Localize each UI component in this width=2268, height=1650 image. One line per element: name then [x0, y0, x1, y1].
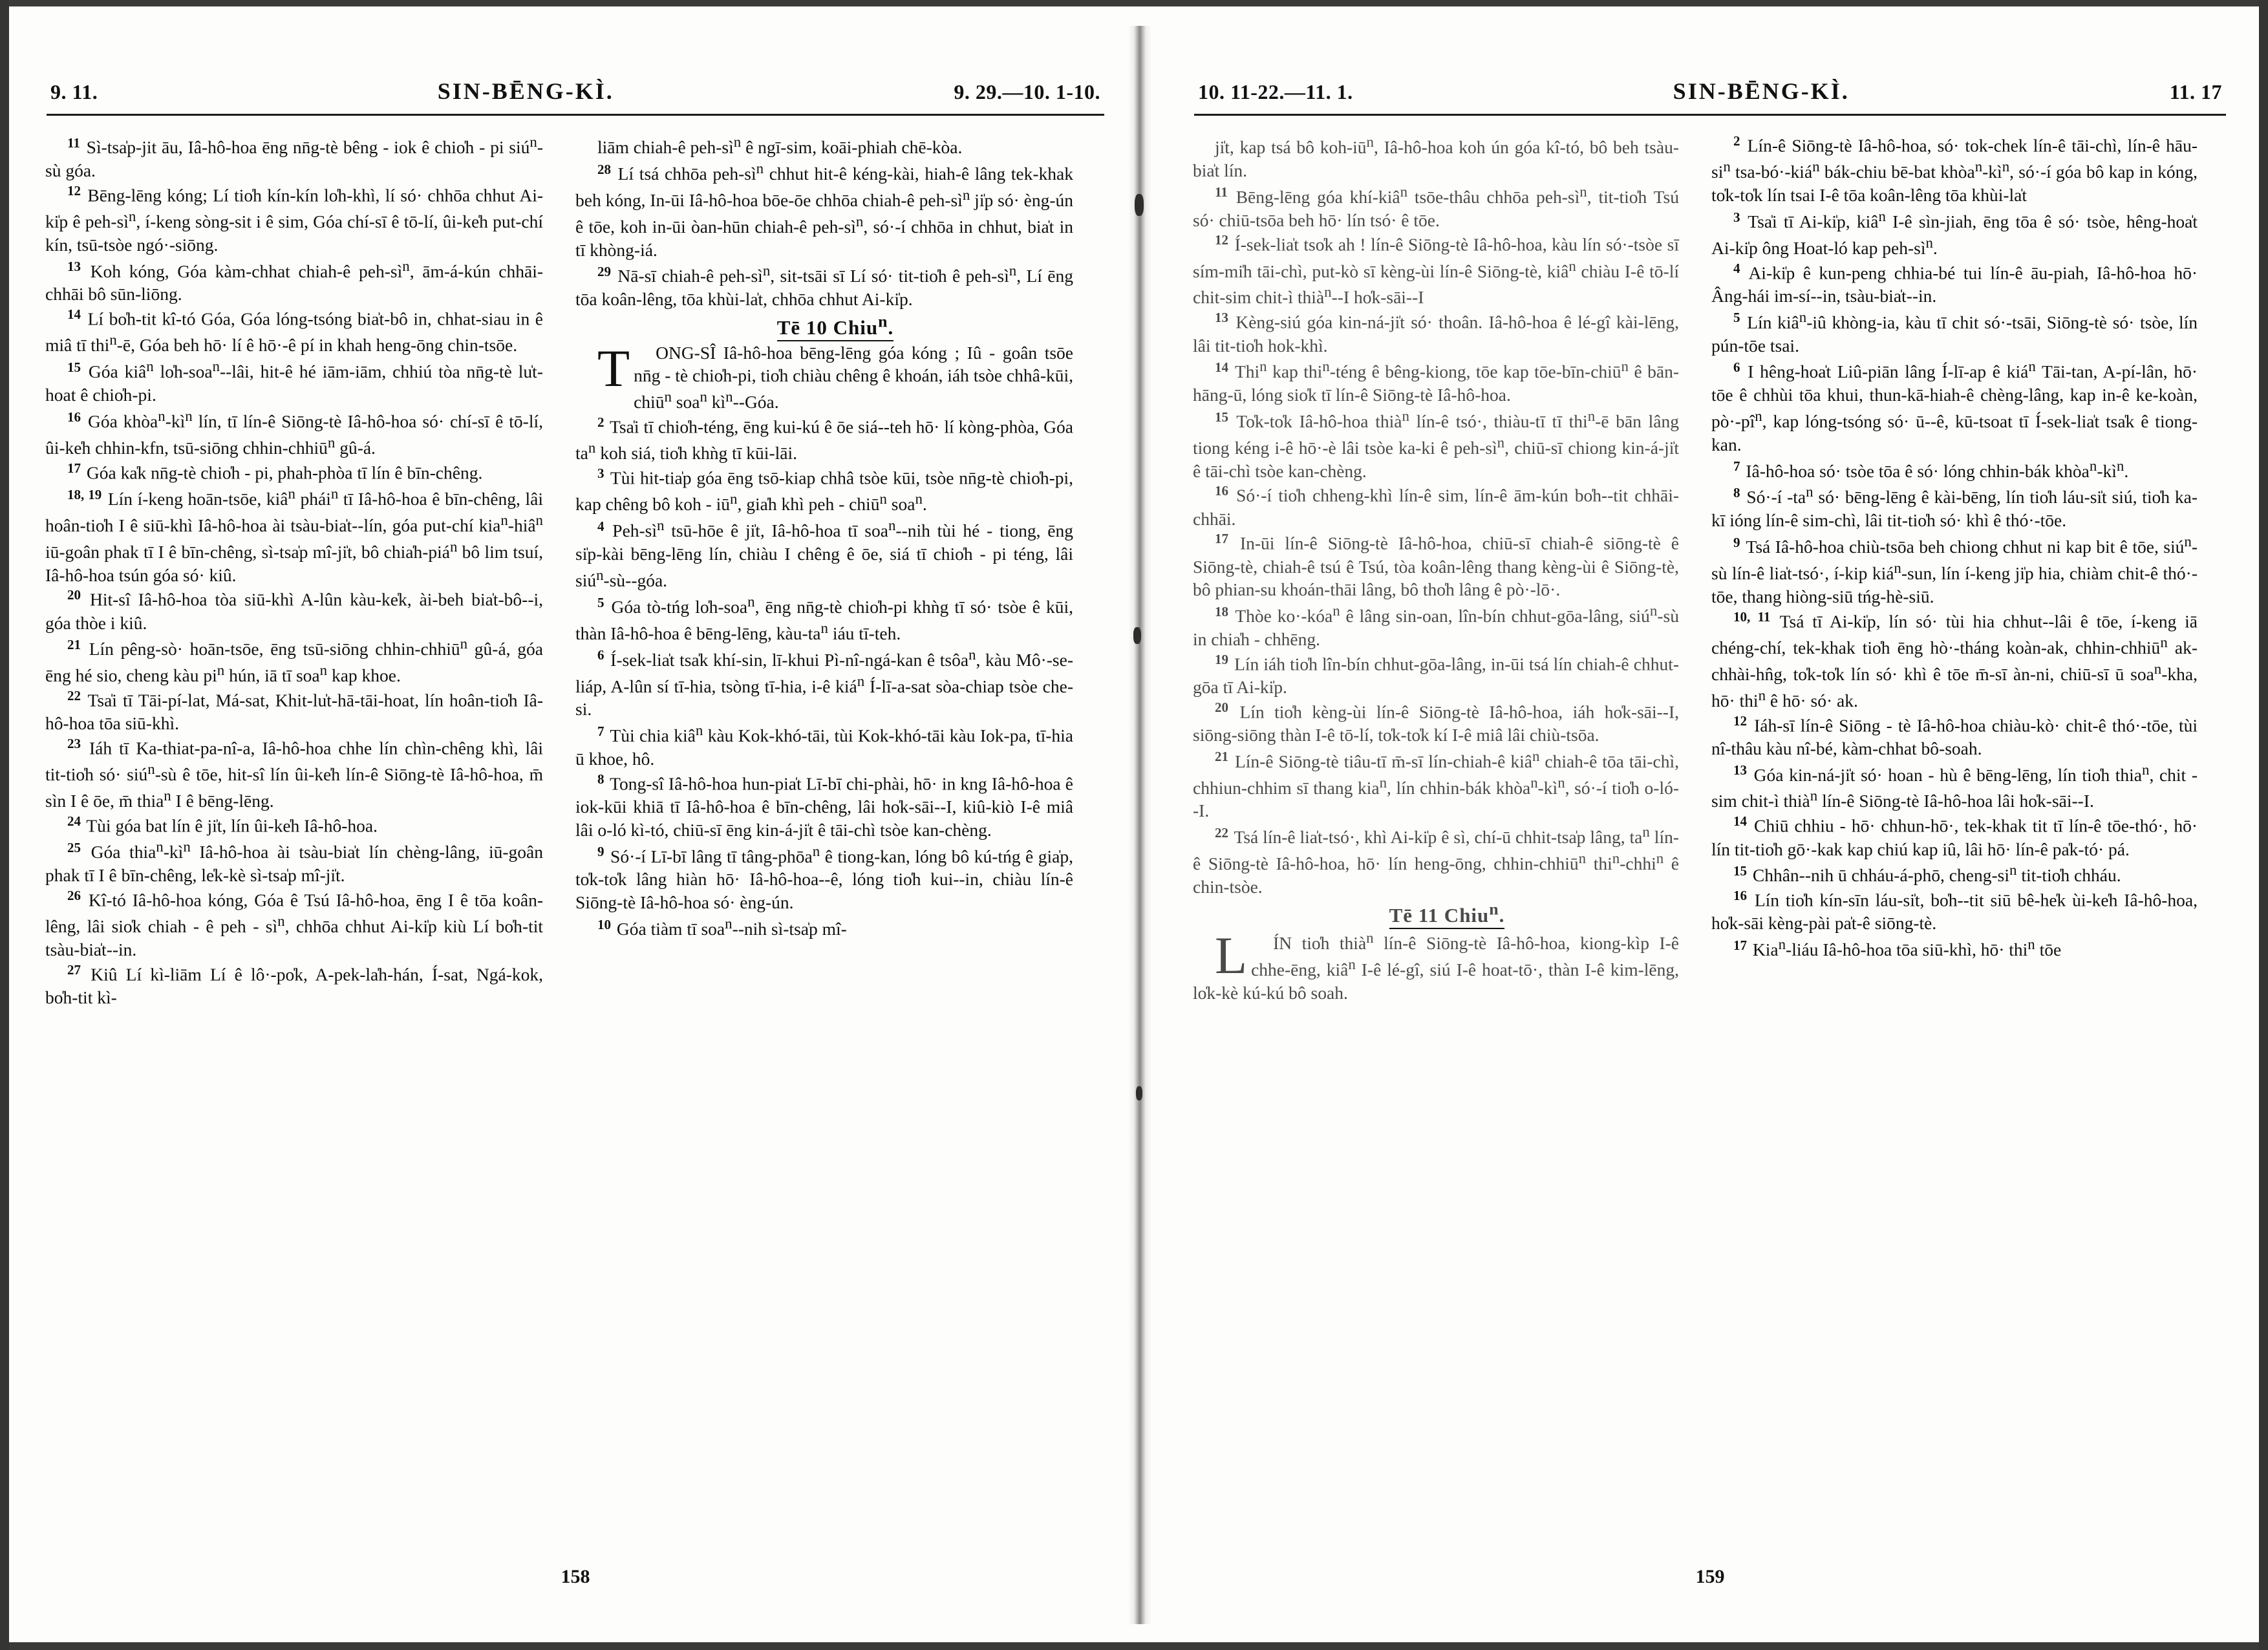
verse-number: 26	[67, 887, 81, 903]
left-col2-paragraph: $^8$ Tong-sî Iâ-hô-hoa hun-pia̍t Lī-bī chi-phài, hō· in kng Iâ-hô-hoa ê iok-kūi khiā tī Iâ-hô-hoa ê bīn-chêng, lâi ho̍k-sāi--I, kiû-kiò I-ê miâ lâi o-ló kì-tó, chiū-sī ēng kin-á-ji̍t ê tāi-chì tsòe kan-chèng.	[575, 771, 1073, 840]
verse-number: 12	[1215, 232, 1228, 248]
verse-number: 14	[67, 306, 81, 323]
right-page-columns	[1186, 133, 2234, 1005]
verse-number: 13	[1733, 762, 1747, 778]
left-col1-paragraph: $^{17}$ Góa ka̍k nn̄g-tè chio̍h - pi, phah-phòa tī lín ê bīn-chêng.	[67, 460, 483, 483]
verse-number: 23	[67, 736, 81, 752]
verse-number: 22	[67, 688, 81, 704]
verse-number: 17	[1215, 531, 1228, 547]
left-col2-paragraph: $^6$ Í-sek-lia̍t tsa̍k khí-sin, lī-khui Pì-nî-ngá-kan ê tsôa$^n$, kàu Mô·-se-liáp, A-lûn sí tī-hia, tsòng tī-hia, i-ê kiá$^n$ Í-lī-a-sat sòa-chiap tsòe che-si.	[575, 646, 1073, 720]
right-col2-paragraph: $^9$ Tsá Iâ-hô-hoa chiù-tsōa beh chiong chhut ni kap bit ê tōe, siú$^n$-sù lín-ê lia̍t-tsó·, í-kip kiá$^n$-sun, lín í-keng ji̍p hia, chiàm chit-ê thó·-tōe, thang hiòng-siū tńg-hè-siū.	[1711, 533, 2198, 606]
right-col2-paragraph: $^{12}$ Iáh-sī lín-ê Siōng - tè Iâ-hô-hoa chiàu-kò· chit-ê thó·-tōe, tùi nî-thâu kàu nî-bé, kàm-chhat bô-soah.	[1711, 712, 2198, 758]
right-col2-paragraph: $^{14}$ Chiū chhiu - hō· chhun-hō·, tek-khak tit tī lín-ê tōe-thó·, hō· lín tit-tio̍h gō·-kak kap chiú kap iû, lâi hō· lín-ê pa̍k-tó· pá.	[1711, 813, 2198, 859]
verse-number: 4	[1733, 260, 1740, 276]
right-col2-paragraph: $^2$ Lín-ê Siōng-tè Iâ-hô-hoa, só· tok-chek lín-ê tāi-chì, lín-ê hāu-$si^n$ tsa-bó·-kiá$^n$ bák-chiu bē-bat $khòa^n-kì^n$, só·-í góa bô kap in kóng, to̍k-to̍k lín tsai I-ê tōa koân-lêng tōa khùi-la̍t	[1711, 133, 2198, 206]
left-page-column-2	[575, 133, 1073, 1009]
verse-number: 15	[1215, 409, 1228, 425]
left-page-header-rule	[47, 114, 1104, 116]
verse-number: 28	[597, 161, 611, 177]
right-col1-paragraph: $^{14}$ Thi$^n$ kap thi$^n$-téng ê bêng-kiong, tōe kap tōe-bīn-chiū$^n$ ê bān-hāng-ū, lóng sio̍k tī lín-ê Siōng-tè Iâ-hô-hoa.	[1193, 358, 1679, 405]
verse-number: 18	[1215, 603, 1228, 619]
right-page-header-rule	[1194, 114, 2226, 116]
right-col2-paragraph: $^6$ I hêng-hoa̍t Liû-piān lâng Í-lī-ap ê kiá$^n$ Tāi-tan, A-pí-lân, hō· tōe ê chhùi tōa khui, thun-kā-hiah-ê chèng-lâng, kap in-ê ke-koàn, $pò\cdot-pî^n$, kap lóng-tsóng só· ū--ê, kū-tsoat tī Í-sek-lia̍t tsa̍k ê tiong-kan.	[1711, 358, 2198, 455]
scan-edge-left	[0, 0, 9, 1650]
verse-number: 15	[67, 359, 81, 375]
left-page-book-title: SIN-BĒNG-KÌ.	[437, 78, 614, 104]
verse-number: 25	[67, 839, 81, 855]
verse-number: 6	[597, 647, 604, 663]
verse-number: 10	[597, 916, 611, 932]
right-col2-paragraph: $^{13}$ Góa kin-ná-ji̍t só· hoan - hù ê bēng-lēng, lín tio̍h thia$^n$, chit - sim chit-ì thià$^n$ lín-ê Siōng-tè Iâ-hô-hoa lâi ho̍k-sāi--I.	[1711, 761, 2198, 811]
right-page-right-reference: 11. 17	[2169, 80, 2222, 103]
right-col1-paragraph: $^{21}$ Lín-ê Siōng-tè tiâu-tī m̄-sī lín-chiah-ê kiâ$^n$ chiah-ê tōa tāi-chì, chhiun-chhim sī thang kia$^n$, lín chhin-bák $khòa^n-kì^n$, só·-í tio̍h o-ló--I.	[1193, 747, 1679, 821]
verse-number: 11	[67, 134, 80, 151]
left-col1-paragraph: $^{23}$ Iáh tī Ka-thiat-pa-nî-a, Iâ-hô-hoa chhe lín chìn-chêng khì, lâi tit-tio̍h só· siú$^n$-sù ê tōe, hit-sî lín ûi-ke̍h lín-ê Siōng-tè Iâ-hô-hoa, m̄ sìn I ê ōe, m̄ thia$^n$ I ê bēng-lēng.	[45, 736, 544, 811]
right-page-column-1	[1193, 133, 1679, 1005]
verse-number: 10, 11	[1733, 608, 1771, 625]
left-col1-paragraph: $^{14}$ Lí bo̍h-tit kî-tó Góa, Góa lóng-tsóng bia̍t-bô in, chhat-siau in ê miâ tī thi$^n$-ē, Góa beh hō· lí ê hō·-ê pí in khah heng-ōng chin-tsōe.	[45, 306, 543, 356]
verse-number: 16	[67, 409, 81, 425]
left-col2-paragraph: $^2$ Tsa̍i tī chio̍h-téng, ēng kui-kú ê ōe siá--teh hō· lí kòng-phòa, Góa $ta^n$ koh siá, tio̍h khǹg tī kūi-lāi.	[575, 414, 1073, 464]
left-col1-paragraph: $^{26}$ Kî-tó Iâ-hô-hoa kóng, Góa ê Tsú Iâ-hô-hoa, ēng I ê tōa koân-lêng, lâi sio̍k chiah - ê peh - $sì^n$, chhōa chhut Ai-ki̍p kiù Lí bo̍h-tit tsàu-bia̍t--in.	[45, 887, 544, 959]
verse-number: 8	[597, 771, 604, 787]
left-col2-paragraph: $^{28}$ Lí tsá chhōa peh-$sì^n$ chhut hit-ê kéng-kài, hiah-ê lâng tek-khak beh kóng, In-ūi Iâ-hô-hoa bōe-ōe chhōa chiah-ê peh-$sì^n$ ji̍p só· èng-ún ê tōe, koh in-ūi òan-hūn chiah-ê peh-$sì^n$, só·-í chhōa in chhut, bia̍t in tī khòng-iá.	[575, 160, 1073, 260]
left-col2-paragraph: $^4$ Peh-$sì^n$ tsū-hōe ê ji̍t, Iâ-hô-hoa tī soa$^n$--nih tùi hé - tiong, ēng si̍p-kài bēng-lēng lín, chiàu I chêng ê ōe, siá tī chio̍h - pi téng, lâi siú$^n$-sù--góa.	[575, 517, 1073, 591]
right-col1-paragraph: $^{20}$ Lín tio̍h kèng-ùi lín-ê Siōng-tè Iâ-hô-hoa, iáh ho̍k-sāi--I, siōng-siōng thàn I-ê tō-lí, to̍k-to̍k kí I-ê miâ lâi chiù-tsōa.	[1193, 699, 1679, 745]
verse-number: 20	[67, 587, 81, 603]
scan-edge-right	[2259, 0, 2268, 1650]
verse-number: 11	[1215, 184, 1228, 200]
verse-number: 2	[1733, 133, 1740, 149]
verse-number: 18, 19	[67, 486, 102, 502]
verse-number: 5	[597, 594, 604, 610]
verse-number: 16	[1215, 483, 1228, 499]
right-col1-paragraph: $^{17}$ In-ūi lín-ê Siōng-tè Iâ-hô-hoa, chiū-sī chiah-ê siōng-tè ê Siōng-tè, chiah-ê tsú ê Tsú, tòa koân-lêng thang kèng-ùi ê Siōng-tè, bô phian-su khoán-thāi lâng, bô tho̍h lâng ê pò·-lō·.	[1193, 531, 1679, 600]
left-col2-paragraph: T ONG-SÎ Iâ-hô-hoa bēng-lēng góa kóng ; Iû - goân tsōe nn̄g - tè chio̍h-pi, tio̍h chiàu chêng ê khoán, iáh tsòe chhâ-kūi, chiū$^n$ soa$^n$ $kì^n-$-Góa.	[575, 341, 1073, 414]
right-col2-paragraph: $^7$ Iâ-hô-hoa só· tsòe tōa ê só· lóng chhin-bák $khòa^n-kì^n$.	[1733, 457, 2129, 481]
verse-number: 6	[1733, 359, 1740, 375]
verse-number: 17	[67, 460, 81, 476]
left-page-left-reference: 9. 11.	[50, 80, 98, 103]
verse-number: 20	[1215, 699, 1228, 715]
verse-number: 27	[67, 961, 81, 978]
verse-number: 22	[1215, 824, 1228, 841]
right-col2-paragraph: $^3$ Tsa̍i tī Ai-ki̍p, kiâ$^n$ I-ê sìn-jiah, ēng tōa ê só· tsòe, hêng-hoa̍t Ai-ki̍p ông Hoat-ló kap peh-$sì^n$.	[1711, 208, 2198, 258]
verse-number: 9	[1733, 534, 1740, 550]
right-col2-paragraph: $^8$ Só·-í $-ta^n$ só· bēng-lēng ê kài-bēng, lín tio̍h láu-si̍t siú, tio̍h ka-kī ióng lín-ê sim-chì, lâi tit-tio̍h só· khì ê thó·-tōe.	[1711, 484, 2198, 531]
right-col2-paragraph: $^4$ Ai-ki̍p ê kun-peng chhia-bé tui lín-ê āu-piah, Iâ-hô-hoa hō· Âng-hái im-sí--in, tsàu-bia̍t--in.	[1711, 260, 2198, 306]
verse-number: 17	[1733, 937, 1747, 953]
right-page	[1186, 0, 2234, 1650]
right-col1-paragraph: ji̍t, kap tsá bô koh-$iū^n$, Iâ-hô-hoa koh ún góa kî-tó, bô beh tsàu-bia̍t lín.	[1193, 134, 1679, 180]
drop-cap: T	[597, 338, 630, 398]
left-col2-paragraph: $^3$ Tùi hit-tia̍p góa ēng tsō-kiap chhâ tsòe kūi, tsòe nn̄g-tè chio̍h-pi, kap chêng bô koh - $iū^n$, gia̍h khì peh - chiū$^n$ soa$^n$.	[575, 466, 1073, 515]
right-col1-paragraph: $^{18}$ Thòe ko·-kóa$^n$ ê lâng sin-oan, lîn-bín chhut-gōa-lâng, siú$^n$-sù in chia̍h - chhēng.	[1193, 603, 1679, 649]
right-page-left-reference: 10. 11-22.—11. 1.	[1198, 80, 1353, 103]
right-col1-paragraph: $^{12}$ Í-sek-lia̍t tso̍k ah ! lín-ê Siōng-tè Iâ-hô-hoa, kàu lín só·-tsòe sī sím-mi̍h tāi-chì, put-kò sī kèng-ùi lín-ê Siōng-tè, kiâ$^n$ chiàu I-ê tō-lí chit-sim chit-ì thià$^n$--I ho̍k-sāi--I	[1193, 232, 1679, 308]
right-col1-paragraph: $^{16}$ Só·-í tio̍h chheng-khì lín-ê sim, lín-ê ām-kún bo̍h--tit chhāi-chhāi.	[1193, 483, 1679, 529]
left-col2-chapter-heading: Tē 10 Chiu$^n$.	[575, 311, 1073, 341]
verse-number: 12	[67, 182, 81, 198]
left-col1-paragraph: $^{24}$ Tùi góa bat lín ê ji̍t, lín ûi-ke̍h Iâ-hô-hoa.	[67, 813, 378, 836]
right-col2-paragraph: $^{16}$ Lín tio̍h kín-sīn láu-si̍t, bo̍h--tit siū bê-he̍k ùi-ke̍h Iâ-hô-hoa, ho̍k-sāi kèng-pài pa̍t-ê siōng-tè.	[1711, 888, 2198, 934]
right-col1-paragraph: L ÍN tio̍h thià$^n$ lín-ê Siōng-tè Iâ-hô-hoa, kiong-kìp I-ê chhe-ēng, kiâ$^n$ I-ê lé-gî, siú I-ê hoat-tō·, thàn I-ê kim-lēng, lo̍k-kè kú-kú bô soah.	[1193, 926, 1680, 1003]
left-col1-paragraph: $^{20}$ Hit-sî Iâ-hô-hoa tòa siū-khì A-lûn kàu-ke̍k, ài-beh bia̍t-bô--i, góa thòe i kiû.	[45, 587, 543, 633]
left-col2-paragraph: $^{10}$ Góa tiàm tī soa$^n$--nih sì-tsa̍p mî-	[597, 915, 847, 939]
verse-number: 19	[1215, 651, 1228, 667]
verse-number: 7	[1733, 458, 1740, 475]
left-page-folio: 158	[561, 1566, 590, 1587]
right-col1-paragraph: $^{19}$ Lín iáh tio̍h lîn-bín chhut-gōa-lâng, in-ūi tsá lín chiah-ê chhut-gōa tī Ai-ki̍p.	[1193, 651, 1679, 697]
verse-number: 14	[1215, 359, 1228, 375]
left-page-running-head	[39, 78, 1112, 105]
verse-number: 15	[1733, 863, 1747, 879]
right-col1-chapter-heading: Tē 11 Chiu$^n$.	[1193, 899, 1679, 929]
verse-number: 3	[597, 466, 604, 482]
left-col1-paragraph: $^{27}$ Kiû Lí kì-liām Lí ê lô·-po̍k, A-pek-la̍h-hán, Í-sat, Ngá-kok, bo̍h-tit kì-	[45, 961, 543, 1007]
right-page-running-head	[1186, 78, 2234, 105]
left-col1-paragraph: $^{18, 19}$ Lín í-keng hoān-tsōe, kiâ$^n$ phái$^n$ tī Iâ-hô-hoa ê bīn-chêng, lâi hoân-tio̍h I ê siū-khì Iâ-hô-hoa ài tsàu-bia̍t--lín, góa put-chí kia$^n$-hiâ$^n$ iū-goân phak tī I ê bīn-chêng, sì-tsa̍p mî-ji̍t, bô chia̍h-piá$^n$ bô lim tsuí, Iâ-hô-hoa tsún góa só· kiû.	[45, 485, 543, 585]
verse-number: 16	[1733, 888, 1747, 904]
left-col1-paragraph: $^{22}$ Tsa̍i tī Tāi-pí-lat, Má-sat, Khit-lu̍t-hā-tāi-hoat, lín hoân-tio̍h Iâ-hô-hoa tōa siū-khì.	[45, 688, 543, 734]
verse-number: 21	[1215, 749, 1228, 765]
verse-number: 4	[597, 518, 604, 534]
verse-number: 13	[67, 259, 81, 275]
left-page-column-1	[45, 133, 543, 1009]
left-col2-paragraph: $^9$ Só·-í Lī-bī lâng tī tâng-phōa$^n$ ê tiong-kan, lóng bô kú-tńg ê gia̍p, to̍k-to̍k lâng hiàn hō· Iâ-hô-hoa--ê, lóng tio̍h kui--in, chiàu lín-ê Siōng-tè Iâ-hô-hoa só· èng-ún.	[575, 842, 1073, 913]
verse-number: 21	[67, 637, 81, 653]
left-col1-paragraph: $^{11}$ Sì-tsa̍p-jit āu, Iâ-hô-hoa ēng nn̄g-tè bêng - iok ê chio̍h - pi siú$^n$-sù góa.	[45, 134, 543, 180]
left-col1-paragraph: $^{21}$ Lín pêng-sò· hoān-tsōe, ēng tsū-siōng chhin-chhiū$^n$ gû-á, góa ēng hé sio, cheng kàu $pi^n$ hún, iā tī soa$^n$ kap khoe.	[45, 636, 543, 686]
book-gutter	[1128, 26, 1151, 1624]
verse-number: 9	[597, 844, 604, 860]
verse-number: 3	[1733, 209, 1740, 225]
right-col2-paragraph: $^{17}$ Kia$^n$-liáu Iâ-hô-hoa tōa siū-khì, hō· thi$^n$ tōe	[1733, 936, 2062, 960]
right-col1-paragraph: $^{13}$ Kèng-siú góa kin-ná-ji̍t só· thoân. Iâ-hô-hoa ê lé-gî kài-lēng, lâi tit-tio̍h hok-khì.	[1193, 310, 1679, 356]
right-col2-paragraph: $^5$ Lín kiâ$^n$-iû khòng-ia, kàu tī chit só·-tsāi, Siōng-tè só· tsòe, lín pún-tōe tsai.	[1711, 308, 2198, 356]
verse-number: 5	[1733, 310, 1740, 326]
right-page-folio: 159	[1695, 1566, 1725, 1587]
left-col1-paragraph: $^{16}$ Góa $khòa^n-kì^n$ lín, tī lín-ê Siōng-tè Iâ-hô-hoa só· chí-sī ê tō-lí, ûi-ke̍h chhin-kfn, tsū-siōng chhin-chhiū$^n$ gû-á.	[45, 407, 543, 458]
left-page-columns	[39, 133, 1112, 1009]
verse-number: 12	[1733, 712, 1747, 729]
verse-number: 8	[1733, 485, 1740, 501]
verse-number: 29	[597, 264, 611, 280]
verse-number: 14	[1733, 813, 1747, 830]
left-col2-paragraph: $^{29}$ Nā-sī chiah-ê peh-$sì^n$, sit-tsāi sī Lí só· tit-tio̍h ê peh-$sì^n$, Lí ēng tōa koân-lêng, tōa khùi-la̍t, chhōa chhut Ai-ki̍p.	[575, 262, 1073, 310]
left-col1-paragraph: $^{13}$ Koh kóng, Góa kàm-chhat chiah-ê peh-$sì^n$, ām-á-kún chhāi-chhāi bô sūn-liōng.	[45, 257, 543, 305]
right-page-book-title: SIN-BĒNG-KÌ.	[1673, 78, 1850, 104]
verse-number: 24	[67, 813, 81, 830]
left-col2-paragraph: $^7$ Tùi chia kiâ$^n$ kàu Kok-khó-tāi, tùi Kok-khó-tāi kàu Iok-pa, tī-hia ū khoe, hô.	[575, 722, 1073, 769]
verse-number: 2	[597, 414, 604, 431]
verse-number: 7	[597, 723, 604, 739]
right-col2-paragraph: $^{15}$ Chhân--nih ū chháu-á-phō, cheng-$si^n$ tit-tio̍h chháu.	[1733, 862, 2121, 886]
left-col2-paragraph: $^5$ Góa tò-tńg lo̍h-soa$^n$, ēng nn̄g-tè chio̍h-pi khǹg tī só· tsòe ê kūi, thàn Iâ-hô-hoa ê bēng-lēng, kàu-$ta^n$ iáu tī-teh.	[575, 593, 1073, 643]
right-col1-paragraph: $^{15}$ To̍k-to̍k Iâ-hô-hoa thià$^n$ lín-ê tsó·, thiàu-tī tī thi$^n$-ē bān lâng tiong kéng i-ê hō·-è lâi tsòe ka-ki ê peh-$sì^n$, chiū-sī chiong kin-á-ji̍t ê tāi-chì tsòe kan-chèng.	[1193, 407, 1679, 481]
left-col1-paragraph: $^{12}$ Bēng-lēng kóng; Lí tio̍h kín-kín lo̍h-khì, lí só· chhōa chhut Ai-ki̍p ê peh-$sì^n$, í-keng sòng-sit i ê sim, Góa chí-sī ê tō-lí, ûi-ke̍h put-chí kín, tsū-tsòe ngó·-siōng.	[45, 182, 543, 255]
right-page-column-2	[1711, 133, 2198, 1005]
right-col1-paragraph: $^{22}$ Tsá lín-ê lia̍t-tsó·, khì Ai-ki̍p ê sì, chí-ū chhit-tsa̍p lâng, $ta^n$ lín-ê Siōng-tè Iâ-hô-hoa, hō· lín heng-ōng, chhin-chhiū$^n$ thi$^n$-chhi$^n$ ê chin-tsòe.	[1193, 824, 1679, 897]
verse-number: 13	[1215, 310, 1228, 326]
left-col1-paragraph: $^{15}$ Góa kiâ$^n$ lo̍h-soa$^n$--lâi, hit-ê hé iām-iām, chhiú tòa nn̄g-tè lu̍t-hoat ê chio̍h-pi.	[45, 358, 543, 405]
drop-cap: L	[1215, 926, 1248, 985]
right-col2-paragraph: $^{10, 11}$ Tsá tī Ai-ki̍p, lín só· tùi hia chhut--lâi ê tōe, í-keng iā chéng-chí, tek-khak tio̍h ēng hò·-tháng koàn-ak, chhin-chhiū$^n$ ak-chhài-hn̂g, to̍k-to̍k lín só· khì ê tōe m̄-sī àn-ni, chiū-sī ū soa$^n$-kha, hō· thi$^n$ ê hō· só· ak.	[1711, 608, 2198, 711]
left-page-right-reference: 9. 29.—10. 1-10.	[954, 80, 1100, 103]
right-col1-paragraph: $^{11}$ Bēng-lēng góa khí-kiâ$^n$ tsōe-thâu chhōa peh-$sì^n$, tit-tio̍h Tsú só· chiū-tsōa beh hō· lín tsó· ê tōe.	[1193, 183, 1679, 230]
left-col1-paragraph: $^{25}$ Góa $thia^n-kì^n$ Iâ-hô-hoa ài tsàu-bia̍t lín chèng-lâng, iū-goân phak tī I ê bīn-chêng, le̍k-kè sì-tsa̍p mî-ji̍t.	[45, 839, 543, 886]
left-col2-paragraph: liām chiah-ê peh-$sì^n$ ê ngī-sim, koāi-phiah chē-kòa.	[597, 134, 963, 158]
left-page	[39, 0, 1112, 1650]
